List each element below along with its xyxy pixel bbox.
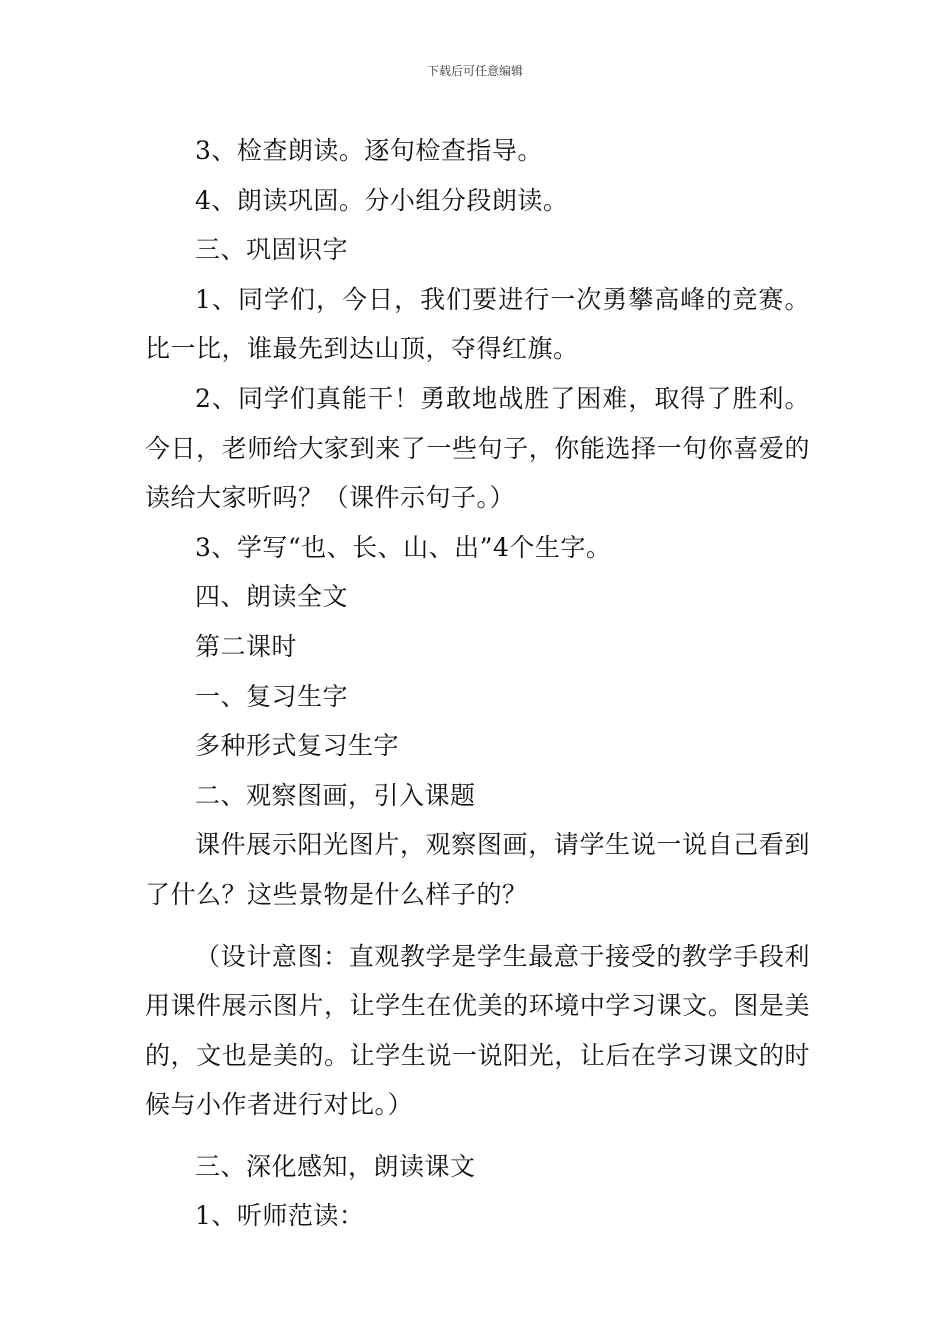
paragraph-reading-consolidation: 4、朗读巩固。分小组分段朗读。: [195, 185, 569, 215]
section-heading-consolidate-literacy: 三、巩固识字: [195, 235, 349, 265]
document-body: [145, 126, 810, 1241]
paragraph-design-intent: （设计意图：直观教学是学生最意于接受的教学手段利用课件展示图片，让学生在优美的环境中学习课文。图是美的，文也是美的。让学生说一说阳光，让后在学习课文的时候与小作者进行对比。）: [145, 941, 810, 1120]
section-heading-read-full-text: 四、朗读全文: [195, 582, 349, 612]
paragraph-write-characters: 3、学写“也、长、山、出”4个生字。: [195, 532, 612, 562]
section-heading-review-characters: 一、复习生字: [195, 681, 349, 711]
paragraph-choose-sentence: 2、同学们真能干！勇敢地战胜了困难，取得了胜利。今日，老师给大家到来了一些句子，你能选择一句你喜爱的读给大家听吗？（课件示句子。）: [145, 383, 810, 513]
paragraph-check-reading: 3、检查朗读。逐句检查指导。: [195, 136, 543, 165]
paragraph-teacher-reading: 1、听师范读：: [195, 1201, 365, 1231]
section-heading-observe-picture: 二、观察图画，引入课题: [195, 780, 476, 810]
lesson-heading-second-period: 第二课时: [195, 631, 298, 661]
paragraph-sunshine-picture: 课件展示阳光图片，观察图画，请学生说一说自己看到了什么？这些景物是什么样子的？: [145, 830, 810, 909]
paragraph-review-forms: 多种形式复习生字: [195, 731, 400, 761]
page-header-note: 下载后可任意编辑: [426, 64, 523, 78]
paragraph-climbing-contest: 1、同学们，今日，我们要进行一次勇攀高峰的竞赛。比一比，谁最先到达山顶，夺得红旗。: [145, 284, 810, 364]
section-heading-deepen-perception: 三、深化感知，朗读课文: [195, 1151, 476, 1181]
